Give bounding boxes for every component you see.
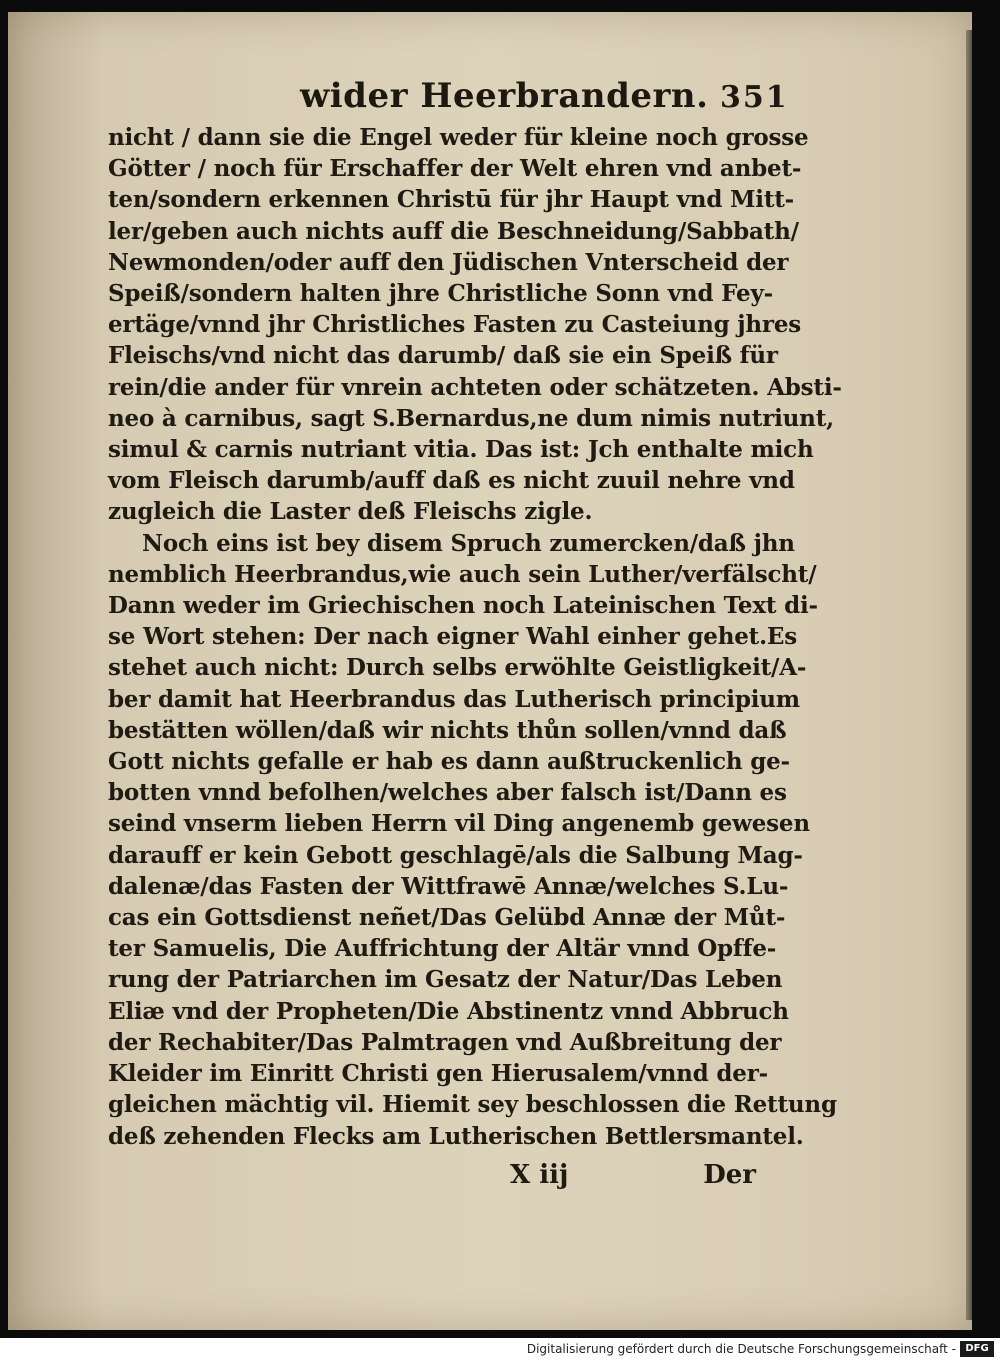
- running-head: wider Heerbrandern.: [300, 76, 709, 116]
- text-line: ler/geben auch nichts auff die Beschneidung/Sabbath/: [108, 217, 799, 245]
- text-line: zugleich die Laster deß Fleischs zigle.: [108, 498, 593, 526]
- text-line: nicht / dann sie die Engel weder für kleine noch grosse: [108, 124, 809, 151]
- text-line: seind vnserm lieben Herrn vil Ding angenemb gewesen: [108, 810, 810, 838]
- text-line: deß zehenden Flecks am Lutherischen Bettlersmantel.: [108, 1122, 804, 1150]
- text-line: Newmonden/oder auff den Jüdischen Vnterscheid der: [108, 248, 789, 276]
- page-header: [300, 76, 800, 120]
- dfg-logo-icon: DFG: [960, 1341, 994, 1357]
- text-line: cas ein Gottsdienst neñet/Das Gelübd Annæ der Můt-: [108, 904, 786, 932]
- page-number: 351: [720, 80, 789, 115]
- text-line: se Wort stehen: Der nach eigner Wahl einher gehet.Es: [108, 623, 797, 651]
- page-footer: [108, 1160, 768, 1200]
- body-text: [108, 122, 842, 1152]
- page-edge: [966, 30, 972, 1320]
- catchword: Der: [703, 1160, 756, 1190]
- text-line: simul & carnis nutriant vitia. Das ist: Jch enthalte mich: [108, 436, 814, 464]
- text-line: ten/sondern erkennen Christū für jhr Haupt vnd Mitt-: [108, 186, 795, 214]
- text-line: gleichen mächtig vil. Hiemit sey beschlossen die Rettung: [108, 1091, 837, 1119]
- text-line: Eliæ vnd der Propheten/Die Abstinentz vnnd Abbruch: [108, 997, 789, 1025]
- text-line: dalenæ/das Fasten der Wittfrawē Annæ/welches S.Lu-: [108, 872, 789, 900]
- text-line: ber damit hat Heerbrandus das Lutherisch principium: [108, 685, 800, 713]
- text-line: Dann weder im Griechischen noch Lateinischen Text di-: [108, 592, 818, 620]
- text-line: bestätten wöllen/daß wir nichts thůn sollen/vnnd daß: [108, 716, 787, 744]
- signature-mark: X iij: [510, 1160, 569, 1190]
- text-line: vom Fleisch darumb/auff daß es nicht zuuil nehre vnd: [108, 467, 795, 495]
- paragraph-start-line: Noch eins ist bey disem Spruch zumercken/daß jhn: [142, 529, 795, 557]
- text-line: neo à carnibus, sagt S.Bernardus,ne dum nimis nutriunt,: [108, 404, 834, 432]
- text-line: ter Samuelis, Die Auffrichtung der Altär vnnd Opffe-: [108, 935, 777, 963]
- text-line: Speiß/sondern halten jhre Christliche Sonn vnd Fey-: [108, 280, 773, 308]
- text-line: stehet auch nicht: Durch selbs erwöhlte Geistligkeit/A-: [108, 654, 807, 682]
- text-line: darauff er kein Gebott geschlagē/als die Salbung Mag-: [108, 841, 803, 869]
- text-line: Fleischs/vnd nicht das darumb/ daß sie ein Speiß für: [108, 342, 778, 370]
- text-line: der Rechabiter/Das Palmtragen vnd Außbreitung der: [108, 1028, 782, 1056]
- text-line: Gott nichts gefalle er hab es dann außtruckenlich ge-: [108, 748, 790, 776]
- text-line: nemblich Heerbrandus,wie auch sein Luther/verfälscht/: [108, 560, 817, 588]
- credit-text: Digitalisierung gefördert durch die Deutsche Forschungsgemeinschaft -: [526, 1342, 956, 1356]
- credit-bar: [0, 1338, 1000, 1361]
- text-line: rein/die ander für vnrein achteten oder schätzeten. Absti-: [108, 373, 842, 401]
- text-line: botten vnnd befolhen/welches aber falsch ist/Dann es: [108, 779, 787, 807]
- text-line: ertäge/vnnd jhr Christliches Fasten zu Casteiung jhres: [108, 311, 802, 339]
- text-line: Kleider im Einritt Christi gen Hierusalem/vnnd der-: [108, 1060, 768, 1088]
- text-line: Götter / noch für Erschaffer der Welt ehren vnd anbet-: [108, 155, 802, 183]
- text-line: rung der Patriarchen im Gesatz der Natur/Das Leben: [108, 966, 783, 994]
